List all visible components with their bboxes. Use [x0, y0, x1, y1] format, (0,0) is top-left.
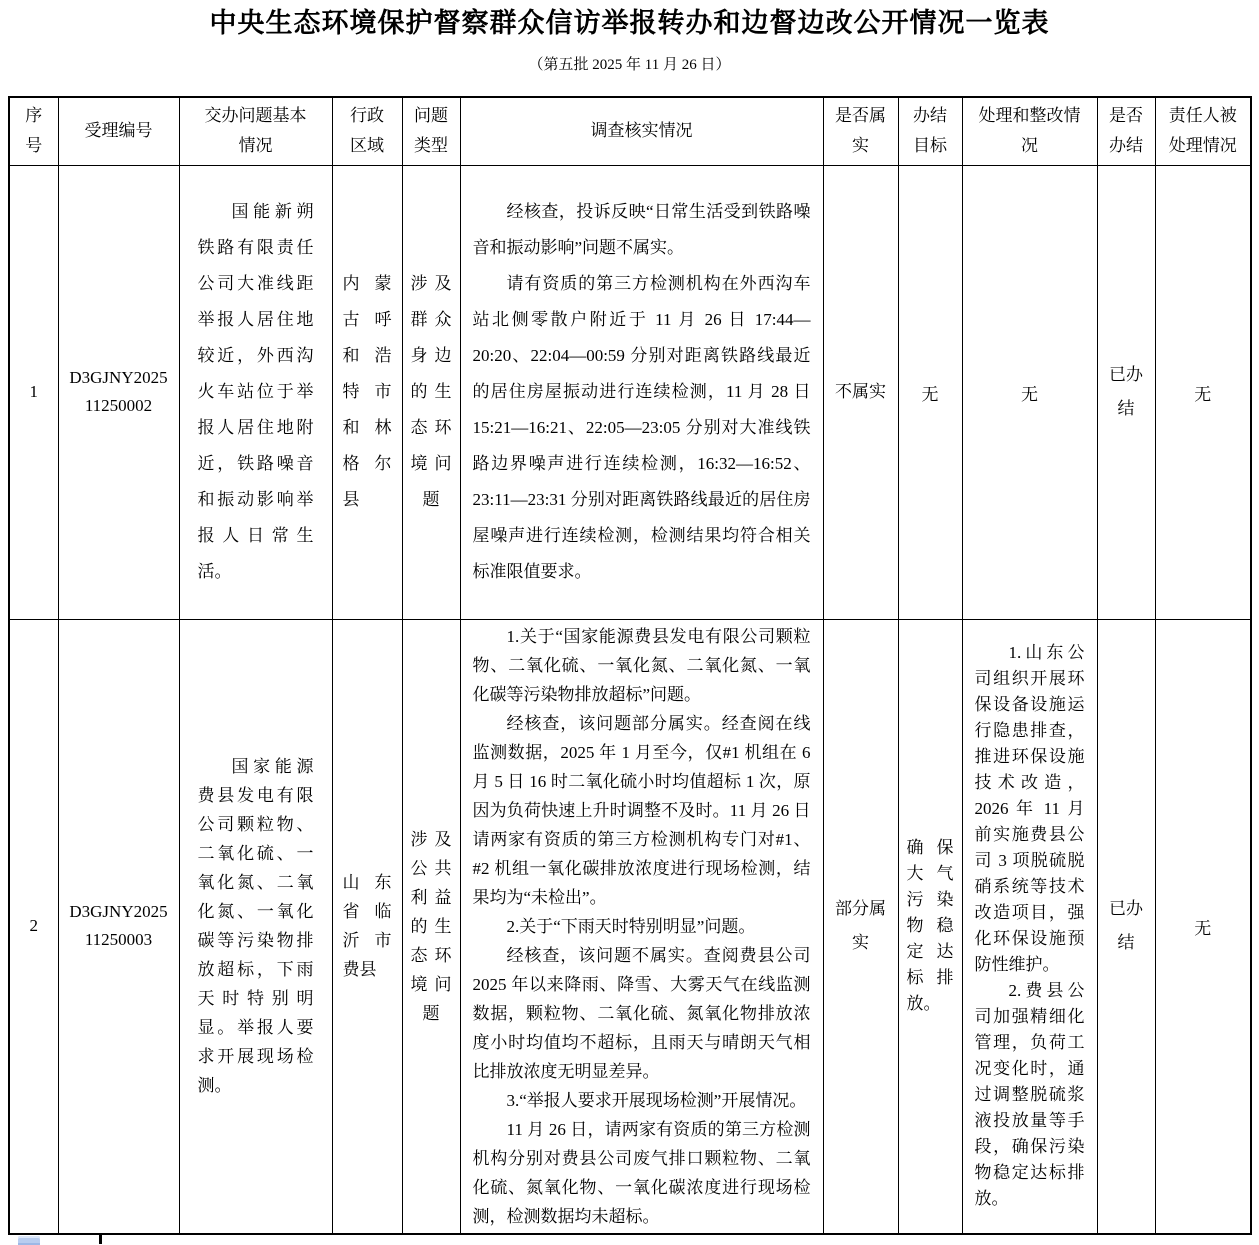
table-row: [9, 165, 1251, 619]
cell-target: [898, 619, 962, 1234]
case-number-line2: 11250002: [84, 396, 153, 415]
column-header-type: 问题类型: [402, 97, 460, 165]
page-subtitle: （第五批 2025 年 11 月 26 日）: [528, 57, 731, 73]
cell-serial: 2: [9, 619, 58, 1234]
target-text: 确保大气污染物稳定达标排放。: [906, 838, 954, 1013]
bottom-edge-strip: [0, 1235, 1259, 1245]
cell-is-closed: 已办结: [1097, 165, 1155, 619]
paragraphs: 1.关于“国家能源费县发电有限公司颗粒物、二氧化硫、一氧化氮、二氧化氮、一氧化碳等污染物排放超标”问题。 经核查，该问题部分属实。经查阅在线监测数据，2025 年 1 月至今，仅#1 机组在 6 月 5 日 16 时二氧化硫小时均值超标 1 次，原因为负荷快速上升时调整不及时。11 月 26 日请两家有资质的第三方检测机构专门对#1、#2 机组一氧化碳排放浓度进行现场检测，结果均为“未检出”。 2.关于“下雨天时特别明显”问题。 经核查，该问题不属实。查阅费县公司 2025 年以来降雨、降雪、大雾天气在线监测数据，颗粒物、二氧化硫、氮氧化物排放浓度小时均值均不超标，且雨天与晴朗天气相比排放浓度无明显差异。 3.“举报人要求开展现场检测”开展情况。 11 月 26 日，请两家有资质的第三方检测机构分别对费县公司废气排口颗粒物、二氧化硫、氮氧化物、一氧化碳浓度进行现场检测，检测数据均未超标。: [472, 626, 811, 1226]
cell-investigation: [460, 165, 823, 619]
cell-rectification: [962, 619, 1097, 1234]
region-text: 山东省临沂市费县: [342, 873, 392, 979]
cell-rectification: 无: [962, 165, 1097, 619]
column-header-serial: 序号: [9, 97, 58, 165]
problem-text: 国家能源费县发电有限公司颗粒物、二氧化硫、一氧化氮、二氧化氮、一氧化碳等污染物排放超标，下雨天时特别明显。举报人要求开展现场检测。: [197, 757, 314, 1095]
table-header-row: [9, 97, 1251, 165]
cell-case-number: [58, 165, 179, 619]
cell-problem: [179, 165, 332, 619]
table-row: [9, 619, 1251, 1234]
disclosure-table: [8, 96, 1252, 1235]
column-header-investigation: 调查核实情况: [460, 97, 823, 165]
paragraphs: 1.山东公司组织开展环保设备设施运行隐患排查，推进环保设施技术改造，2026 年 11 月前实施费县公司 3 项脱硫脱硝系统等技术改造项目，强化环保设施预防性维护。 2.费县公司加强精细化管理，负荷工况变化时，通过调整脱硫浆液投放量等手段，确保污染物稳定达标排放。: [974, 643, 1085, 1208]
column-header-problem: 交办问题基本情况: [179, 97, 332, 165]
column-header-case-number: 受理编号: [58, 97, 179, 165]
clipped-document-icon: [18, 1236, 40, 1245]
cell-type: [402, 165, 460, 619]
cell-case-number: [58, 619, 179, 1234]
cell-problem: [179, 619, 332, 1234]
column-header-accountability: 责任人被处理情况: [1155, 97, 1251, 165]
cell-target: 无: [898, 165, 962, 619]
column-header-is-closed: 是否办结: [1097, 97, 1155, 165]
paragraphs: 经核查，投诉反映“日常生活受到铁路噪音和振动影响”问题不属实。 请有资质的第三方检测机构在外西沟车站北侧零散户附近于 11 月 26 日 17:44—20:20、22:04—00:59 分别对距离铁路线最近的居住房屋振动进行连续检测，11 月 28 日 15:21—16:21、22:05—23:05 分别对大准线铁路边界噪声进行连续检测，16:32—16:52、23:11—23:31 分别对距离铁路线最近的居住房屋噪声进行连续检测，检测结果均符合相关标准限值要求。: [472, 202, 811, 581]
cell-serial: 1: [9, 165, 58, 619]
cell-type: [402, 619, 460, 1234]
column-header-rectification: 处理和整改情况: [962, 97, 1097, 165]
cell-region: [332, 165, 402, 619]
cell-is-true: 部分属实: [823, 619, 898, 1234]
problem-text: 国能新朔铁路有限责任公司大准线距举报人居住地较近，外西沟火车站位于举报人居住地附近，铁路噪音和振动影响举报人日常生活。: [197, 202, 314, 581]
type-text: 涉及公共利益的生态环境问题: [410, 829, 452, 1023]
cell-investigation: [460, 619, 823, 1234]
column-header-region: 行政区域: [332, 97, 402, 165]
case-number-line1: D3GJNY2025: [69, 902, 168, 921]
cell-is-true: 不属实: [823, 165, 898, 619]
cell-accountability: 无: [1155, 619, 1251, 1234]
cell-is-closed: 已办结: [1097, 619, 1155, 1234]
region-text: 内蒙古呼和浩特市和林格尔县: [342, 274, 392, 509]
page-title: 中央生态环境保护督察群众信访举报转办和边督边改公开情况一览表: [209, 8, 1050, 38]
cell-region: [332, 619, 402, 1234]
column-header-target: 办结目标: [898, 97, 962, 165]
case-number-line1: D3GJNY2025: [69, 368, 168, 387]
case-number-line2: 11250003: [84, 930, 153, 949]
cell-accountability: 无: [1155, 165, 1251, 619]
type-text: 涉及群众身边的生态环境问题: [410, 274, 452, 509]
column-header-is-true: 是否属实: [823, 97, 898, 165]
